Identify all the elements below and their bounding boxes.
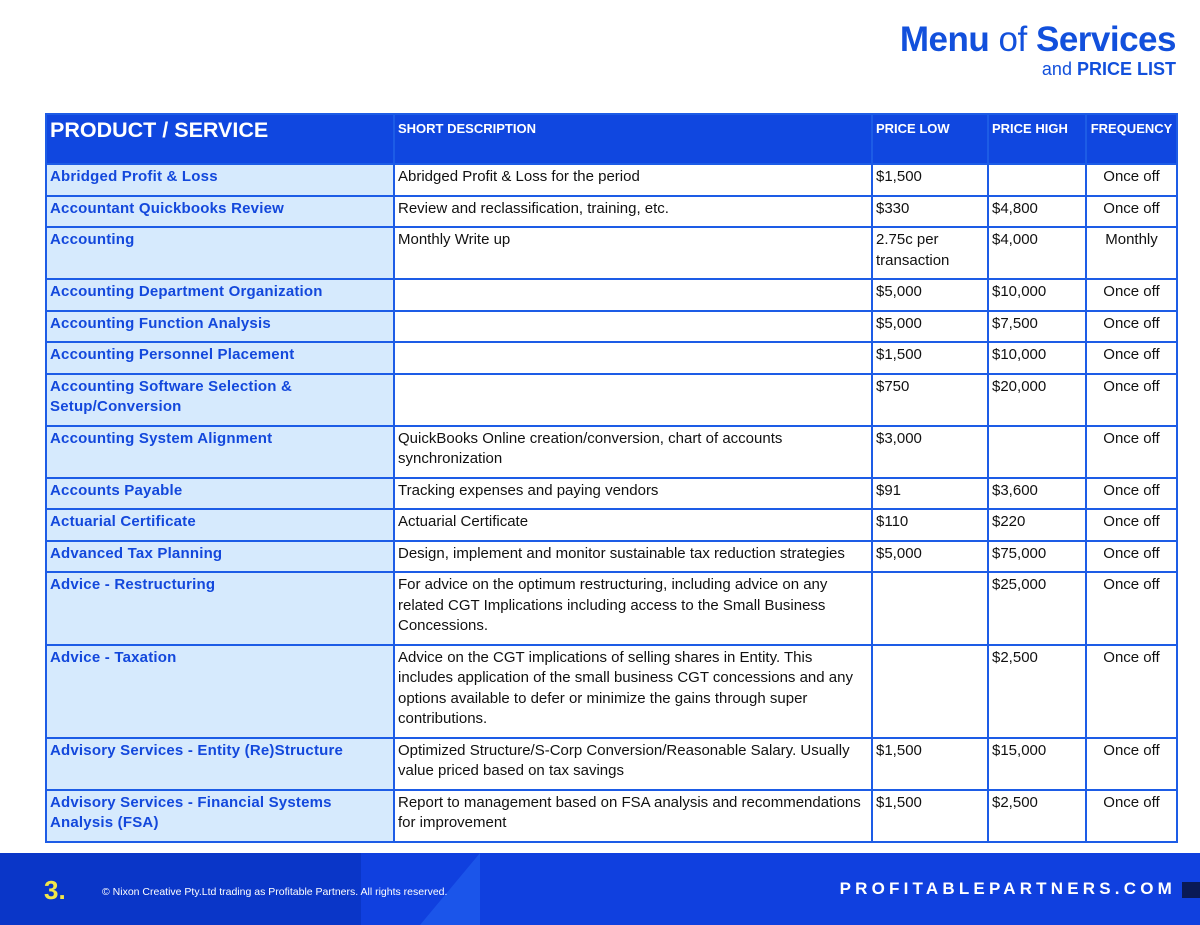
- price-high-cell: $220: [988, 509, 1086, 541]
- table-row: [46, 342, 1177, 374]
- price-low-cell: $5,000: [872, 311, 988, 343]
- page-title: [900, 20, 1176, 60]
- product-cell: Accounting Personnel Placement: [46, 342, 394, 374]
- product-cell: Advisory Services - Financial Systems Analysis (FSA): [46, 790, 394, 842]
- description-cell: QuickBooks Online creation/conversion, chart of accounts synchronization: [394, 426, 872, 478]
- price-high-cell: $2,500: [988, 790, 1086, 842]
- price-low-cell: $5,000: [872, 279, 988, 311]
- price-high-cell: $10,000: [988, 279, 1086, 311]
- product-cell: Actuarial Certificate: [46, 509, 394, 541]
- price-high-cell: $15,000: [988, 738, 1086, 790]
- product-cell: Advanced Tax Planning: [46, 541, 394, 573]
- services-price-table: [45, 113, 1178, 843]
- product-cell: Advice - Restructuring: [46, 572, 394, 645]
- price-low-cell: $5,000: [872, 541, 988, 573]
- price-low-cell: $750: [872, 374, 988, 426]
- price-high-cell: $4,800: [988, 196, 1086, 228]
- frequency-cell: Once off: [1086, 738, 1177, 790]
- product-cell: Accounting: [46, 227, 394, 279]
- table-row: [46, 509, 1177, 541]
- table-row: [46, 572, 1177, 645]
- table-row: [46, 227, 1177, 279]
- product-cell: Accounting Software Selection & Setup/Conversion: [46, 374, 394, 426]
- subtitle-word-and: and: [1041, 59, 1072, 79]
- price-low-cell: $1,500: [872, 790, 988, 842]
- product-cell: Advice - Taxation: [46, 645, 394, 738]
- price-high-cell: $75,000: [988, 541, 1086, 573]
- table-row: [46, 790, 1177, 842]
- price-high-cell: $3,600: [988, 478, 1086, 510]
- description-cell: [394, 374, 872, 426]
- table-row: [46, 478, 1177, 510]
- description-cell: Report to management based on FSA analysis and recommendations for improvement: [394, 790, 872, 842]
- table-row: [46, 311, 1177, 343]
- description-cell: Abridged Profit & Loss for the period: [394, 164, 872, 196]
- price-high-cell: $10,000: [988, 342, 1086, 374]
- frequency-cell: Once off: [1086, 164, 1177, 196]
- table-header-row: [46, 114, 1177, 164]
- frequency-cell: Once off: [1086, 509, 1177, 541]
- price-low-cell: 2.75c per transaction: [872, 227, 988, 279]
- description-cell: For advice on the optimum restructuring, including advice on any related CGT Implications including access to the Small Business Concessions.: [394, 572, 872, 645]
- description-cell: Monthly Write up: [394, 227, 872, 279]
- title-word-services: Services: [1035, 20, 1176, 59]
- table-row: [46, 374, 1177, 426]
- table-row: [46, 164, 1177, 196]
- product-cell: Accountant Quickbooks Review: [46, 196, 394, 228]
- description-cell: Advice on the CGT implications of selling shares in Entity. This includes application of the small business CGT concessions and any options available to defer or minimize the gains through super contributions.: [394, 645, 872, 738]
- price-high-cell: $4,000: [988, 227, 1086, 279]
- product-cell: Abridged Profit & Loss: [46, 164, 394, 196]
- product-cell: Accounting Function Analysis: [46, 311, 394, 343]
- price-low-cell: $1,500: [872, 738, 988, 790]
- price-high-cell: [988, 164, 1086, 196]
- frequency-cell: Once off: [1086, 426, 1177, 478]
- frequency-cell: Once off: [1086, 541, 1177, 573]
- price-low-cell: $330: [872, 196, 988, 228]
- header-short-description: SHORT DESCRIPTION: [394, 114, 872, 164]
- price-low-cell: $1,500: [872, 164, 988, 196]
- subtitle-price-list: PRICE LIST: [1076, 59, 1176, 79]
- frequency-cell: Once off: [1086, 342, 1177, 374]
- header-price-high: PRICE HIGH: [988, 114, 1086, 164]
- price-high-cell: $7,500: [988, 311, 1086, 343]
- frequency-cell: Once off: [1086, 311, 1177, 343]
- frequency-cell: Once off: [1086, 645, 1177, 738]
- frequency-cell: Once off: [1086, 196, 1177, 228]
- frequency-cell: Once off: [1086, 279, 1177, 311]
- copyright-notice: © Nixon Creative Pty.Ltd trading as Profitable Partners. All rights reserved.: [102, 886, 448, 898]
- price-low-cell: [872, 572, 988, 645]
- price-high-cell: $20,000: [988, 374, 1086, 426]
- page-footer: [0, 853, 1200, 925]
- description-cell: [394, 279, 872, 311]
- price-low-cell: $91: [872, 478, 988, 510]
- header-price-low: PRICE LOW: [872, 114, 988, 164]
- table-row: [46, 426, 1177, 478]
- frequency-cell: Once off: [1086, 572, 1177, 645]
- frequency-cell: Once off: [1086, 478, 1177, 510]
- table-row: [46, 541, 1177, 573]
- title-word-menu: Menu: [899, 20, 990, 59]
- description-cell: [394, 342, 872, 374]
- price-low-cell: $3,000: [872, 426, 988, 478]
- footer-end-block: [1182, 882, 1200, 898]
- header-frequency: FREQUENCY: [1086, 114, 1177, 164]
- description-cell: Tracking expenses and paying vendors: [394, 478, 872, 510]
- website-link[interactable]: PROFITABLEPARTNERS.COM: [839, 879, 1176, 898]
- price-low-cell: $110: [872, 509, 988, 541]
- price-high-cell: $2,500: [988, 645, 1086, 738]
- frequency-cell: Once off: [1086, 790, 1177, 842]
- product-cell: Accounts Payable: [46, 478, 394, 510]
- product-cell: Accounting Department Organization: [46, 279, 394, 311]
- description-cell: Design, implement and monitor sustainable tax reduction strategies: [394, 541, 872, 573]
- page-subtitle: [900, 60, 1176, 78]
- product-cell: Advisory Services - Entity (Re)Structure: [46, 738, 394, 790]
- title-word-of: of: [998, 20, 1027, 59]
- table-row: [46, 196, 1177, 228]
- description-cell: Actuarial Certificate: [394, 509, 872, 541]
- table-row: [46, 279, 1177, 311]
- product-cell: Accounting System Alignment: [46, 426, 394, 478]
- page-number: 3.: [44, 875, 66, 905]
- price-low-cell: [872, 645, 988, 738]
- price-high-cell: [988, 426, 1086, 478]
- price-low-cell: $1,500: [872, 342, 988, 374]
- frequency-cell: Once off: [1086, 374, 1177, 426]
- frequency-cell: Monthly: [1086, 227, 1177, 279]
- description-cell: [394, 311, 872, 343]
- table-row: [46, 645, 1177, 738]
- table-row: [46, 738, 1177, 790]
- page-header: [900, 20, 1176, 78]
- header-product-service: PRODUCT / SERVICE: [46, 114, 394, 164]
- price-high-cell: $25,000: [988, 572, 1086, 645]
- description-cell: Review and reclassification, training, etc.: [394, 196, 872, 228]
- description-cell: Optimized Structure/S-Corp Conversion/Reasonable Salary. Usually value priced based on tax savings: [394, 738, 872, 790]
